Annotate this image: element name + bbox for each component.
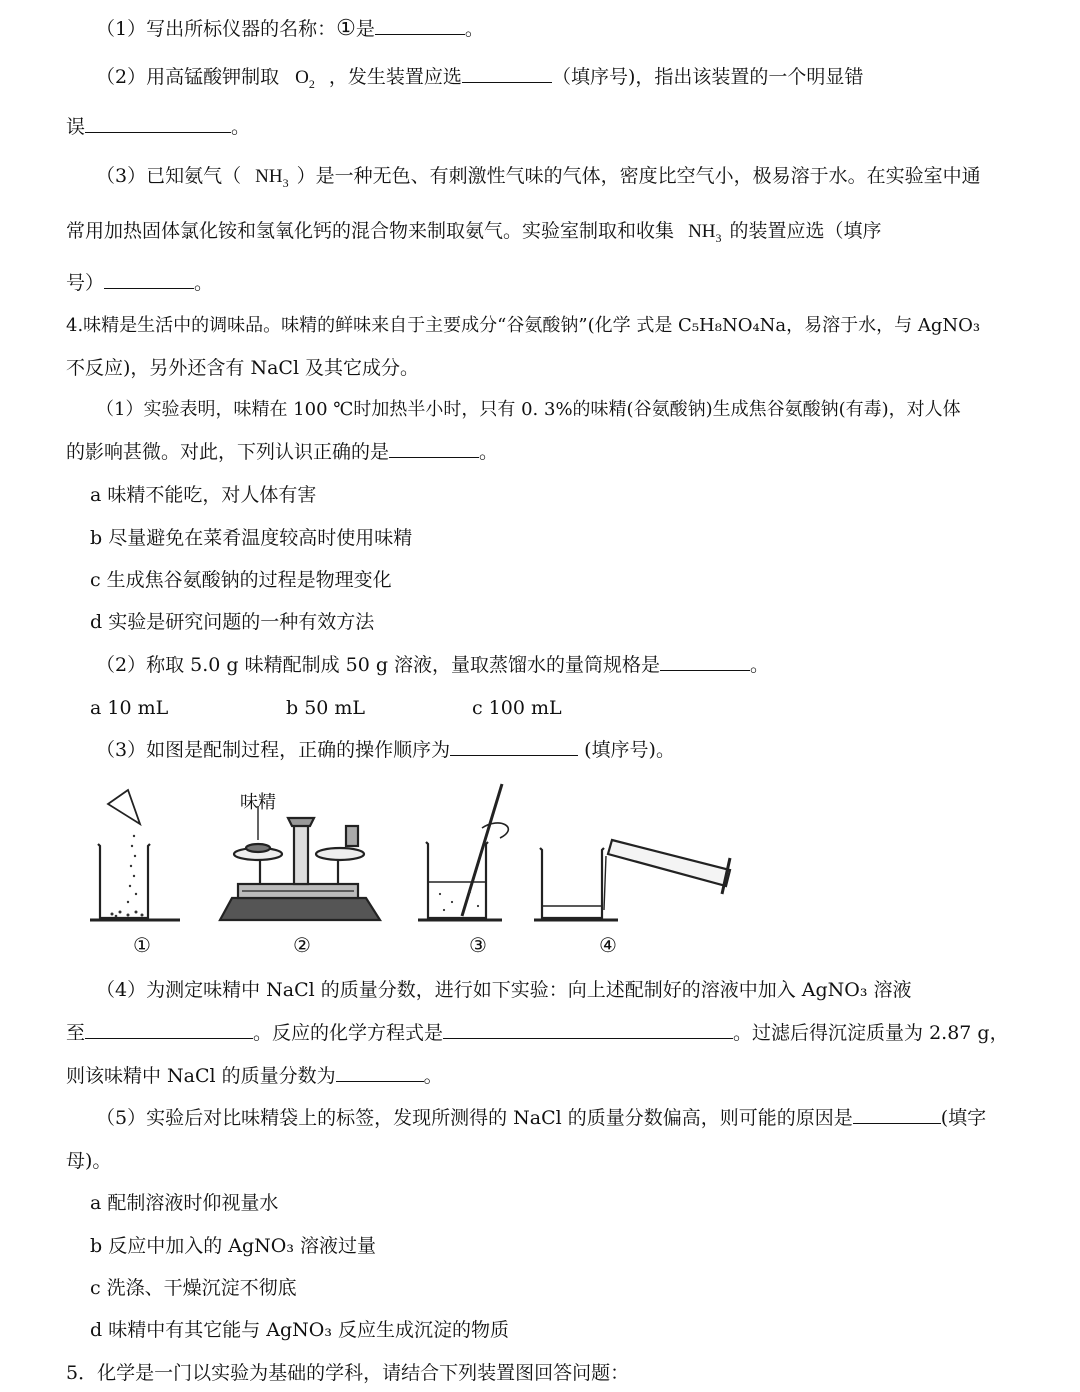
q4-part4-line2: 至 。反应的化学方程式是 。过滤后得沉淀质量为 2.87 g， bbox=[66, 1022, 1009, 1044]
q3-part1: （1）写出所标仪器的名称：①是 。 bbox=[96, 16, 484, 41]
q3-part3-line2: 常用加热固体氯化铵和氢氧化钙的混合物来制取氨气。实验室制取和收集 $NH_3$ 的装置应选（填序 bbox=[66, 220, 882, 245]
q4-part1-option-a: a 味精不能吃，对人体有害 bbox=[90, 484, 317, 506]
step-label-3: ③ bbox=[469, 933, 487, 957]
answer-blank[interactable] bbox=[443, 1020, 733, 1039]
q4-part5-line2: 母)。 bbox=[66, 1150, 112, 1172]
q4-part2-option-c: c 100 mL bbox=[472, 697, 562, 719]
step-2-balance bbox=[220, 806, 380, 920]
circle-number-1: ① bbox=[336, 16, 356, 41]
q3-part2: （2）用高锰酸钾制取 $O_2$ ，发生装置应选 （填序号)，指出该装置的一个明显错 bbox=[96, 66, 864, 91]
answer-blank[interactable] bbox=[104, 270, 194, 289]
answer-blank[interactable] bbox=[462, 64, 552, 83]
q4-part4-line3: 则该味精中 NaCl 的质量分数为 。 bbox=[66, 1065, 443, 1087]
answer-blank[interactable] bbox=[85, 1020, 253, 1039]
balance-label: 味精 bbox=[240, 792, 276, 813]
q4-part1-option-b: b 尽量避免在菜肴温度较高时使用味精 bbox=[90, 527, 413, 549]
answer-blank[interactable] bbox=[389, 439, 479, 458]
q3-part3: （3）已知氨气（ $NH_3$ ）是一种无色、有刺激性气味的气体，密度比空气小，极易溶于水。在实验室中通 bbox=[96, 165, 981, 190]
q4-part4-line1: （4）为测定味精中 NaCl 的质量分数，进行如下实验：向上述配制好的溶液中加入 AgNO₃ 溶液 bbox=[96, 979, 912, 1001]
step-1-pouring-beaker bbox=[90, 790, 180, 920]
q4-part1-option-d: d 实验是研究问题的一种有效方法 bbox=[90, 611, 375, 633]
step-label-1: ① bbox=[133, 933, 151, 957]
preparation-steps-figure bbox=[90, 776, 750, 966]
step-label-4: ④ bbox=[599, 933, 617, 957]
q4-part2-option-b: b 50 mL bbox=[286, 697, 366, 719]
q4-part1-line1: （1）实验表明，味精在 100 ℃时加热半小时，只有 0. 3%的味精(谷氨酸钠)生成焦谷氨酸钠(有毒)，对人体 bbox=[96, 399, 961, 420]
q4-part2-line: （2）称取 5.0 g 味精配制成 50 g 溶液，量取蒸馏水的量筒规格是 。 bbox=[96, 654, 770, 676]
q3-part2-cont: 误 。 bbox=[66, 116, 251, 138]
answer-blank[interactable] bbox=[450, 737, 578, 756]
q4-intro-line2: 不反应)，另外还含有 NaCl 及其它成分。 bbox=[66, 357, 420, 379]
q4-part5-option-a: a 配制溶液时仰视量水 bbox=[90, 1192, 279, 1214]
answer-blank[interactable] bbox=[853, 1105, 941, 1124]
answer-blank[interactable] bbox=[375, 16, 465, 35]
q3-part3-line3: 号） 。 bbox=[66, 272, 214, 294]
q4-part5-option-d: d 味精中有其它能与 AgNO₃ 反应生成沉淀的物质 bbox=[90, 1319, 509, 1341]
step-4-cylinder-pouring bbox=[534, 840, 730, 920]
answer-blank[interactable] bbox=[85, 114, 231, 133]
step-label-2: ② bbox=[293, 933, 311, 957]
answer-blank[interactable] bbox=[336, 1063, 424, 1082]
q4-part1-option-c: c 生成焦谷氨酸钠的过程是物理变化 bbox=[90, 569, 392, 591]
q4-part3-line: （3）如图是配制过程，正确的操作顺序为 (填序号)。 bbox=[96, 739, 675, 761]
q4-part5-option-b: b 反应中加入的 AgNO₃ 溶液过量 bbox=[90, 1235, 376, 1257]
q4-part5-line1: （5）实验后对比味精袋上的标签，发现所测得的 NaCl 的质量分数偏高，则可能的原因是 (填字 bbox=[96, 1107, 987, 1129]
q4-part1-line2: 的影响甚微。对此，下列认识正确的是 。 bbox=[66, 441, 499, 463]
q4-part5-option-c: c 洗涤、干燥沉淀不彻底 bbox=[90, 1277, 297, 1299]
step-3-stirring-beaker bbox=[418, 784, 508, 920]
answer-blank[interactable] bbox=[660, 652, 750, 671]
q5-line: 5．化学是一门以实验为基础的学科，请结合下列装置图回答问题： bbox=[66, 1362, 630, 1384]
q4-part2-option-a: a 10 mL bbox=[90, 697, 169, 719]
q4-intro-line1: 4.味精是生活中的调味品。味精的鲜味来自于主要成分“谷氨酸钠”(化学 式是 C₅H₈NO₄Na，易溶于水，与 AgNO₃ bbox=[66, 315, 981, 336]
